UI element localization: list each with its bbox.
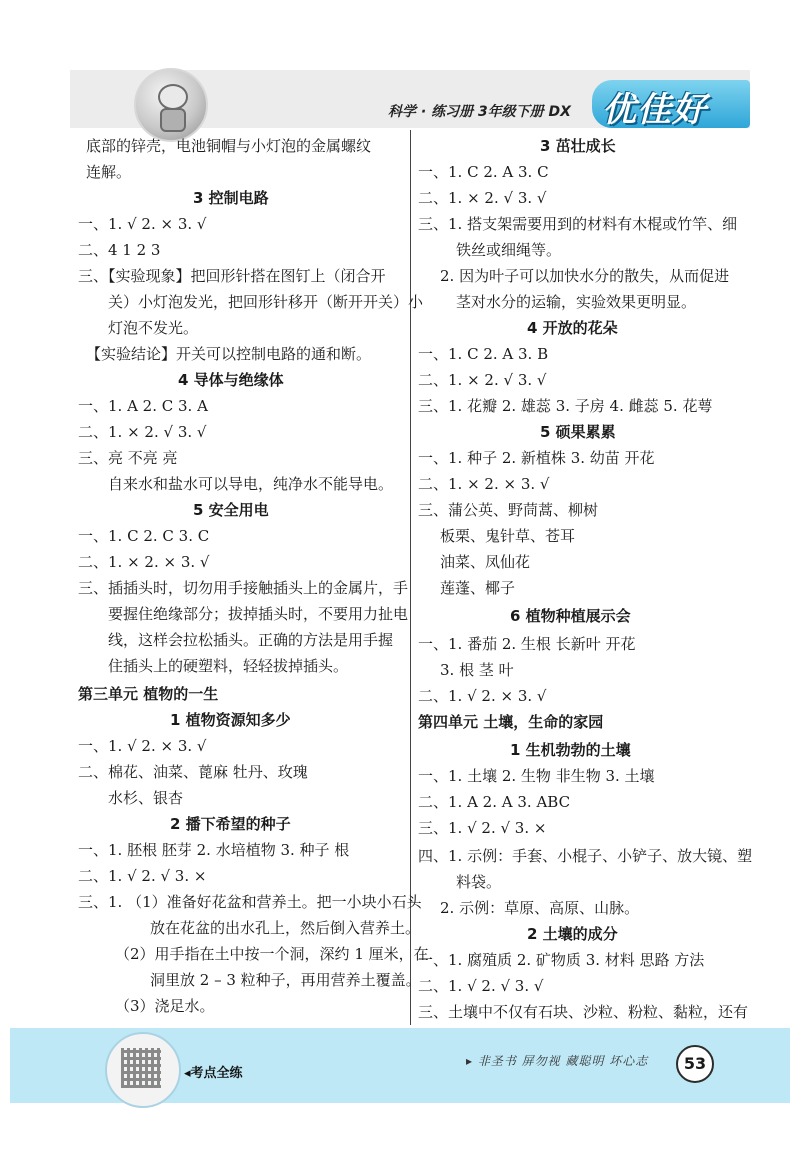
text-line: 二、4 1 2 3: [78, 241, 161, 259]
section-heading: 5 硕果累累: [540, 423, 616, 441]
text-line: 2. 因为叶子可以加快水分的散失，从而促进: [440, 267, 730, 285]
text-line: 二、1. × 2. × 3. √: [78, 553, 210, 571]
section-heading: 3 茁壮成长: [540, 137, 616, 155]
text-line: 放在花盆的出水孔上，然后倒入营养土。: [150, 919, 421, 937]
section-heading: 6 植物种植展示会: [510, 607, 631, 625]
section-heading: 2 播下希望的种子: [170, 815, 291, 833]
qr-caption: ◂考点全练: [184, 1066, 243, 1081]
robot-mascot-icon: [134, 68, 208, 142]
text-line: 灯泡不发光。: [108, 319, 199, 337]
text-line: 一、1. 腐殖质 2. 矿物质 3. 材料 思路 方法: [418, 951, 705, 969]
text-line: （3）浇足水。: [115, 997, 215, 1015]
section-heading: 4 导体与绝缘体: [178, 371, 284, 389]
text-line: 二、1. √ 2. √ 3. √: [418, 977, 544, 995]
text-line: 二、1. × 2. × 3. √: [418, 475, 550, 493]
section-heading: 1 植物资源知多少: [170, 711, 291, 729]
text-line: 一、1. 番茄 2. 生根 长新叶 开花: [418, 635, 636, 653]
unit-heading: 第三单元 植物的一生: [78, 685, 219, 703]
unit-heading: 第四单元 土壤，生命的家园: [418, 713, 604, 731]
text-line: 关）小灯泡发光，把回形针移开（断开开关）小: [108, 293, 424, 311]
text-line: 底部的锌壳，电池铜帽与小灯泡的金属螺纹: [86, 137, 372, 155]
text-line: 一、1. 胚根 胚芽 2. 水培植物 3. 种子 根: [78, 841, 350, 859]
text-line: 3. 根 茎 叶: [440, 661, 514, 679]
text-line: 连解。: [86, 163, 132, 181]
section-heading: 5 安全用电: [193, 501, 269, 519]
text-line: 一、1. 种子 2. 新植株 3. 幼苗 开花: [418, 449, 655, 467]
text-line: 三、1. （1）准备好花盆和营养土。把一小块小石头: [78, 893, 422, 911]
text-line: 线，这样会拉松插头。正确的方法是用手握: [108, 631, 394, 649]
text-line: 一、1. C 2. C 3. C: [78, 527, 210, 545]
section-heading: 1 生机勃勃的土壤: [510, 741, 631, 759]
text-line: 二、1. √ 2. × 3. √: [418, 687, 547, 705]
text-line: 四、1. 示例：手套、小棍子、小铲子、放大镜、塑: [418, 847, 753, 865]
text-line: 莲蓬、椰子: [440, 579, 516, 597]
text-line: 三、亮 不亮 亮: [78, 449, 178, 467]
section-heading: 2 土壤的成分: [527, 925, 618, 943]
text-line: 二、1. √ 2. √ 3. ×: [78, 867, 207, 885]
text-line: 2. 示例：草原、高原、山脉。: [440, 899, 640, 917]
text-line: 三、1. 花瓣 2. 雄蕊 3. 子房 4. 雌蕊 5. 花萼: [418, 397, 713, 415]
text-line: 茎对水分的运输，实验效果更明显。: [456, 293, 697, 311]
text-line: 三、【实验现象】把回形针搭在图钉上（闭合开: [78, 267, 386, 285]
text-line: 住插头上的硬塑料，轻轻拔掉插头。: [108, 657, 349, 675]
text-line: 三、1. √ 2. √ 3. ×: [418, 819, 547, 837]
text-line: 洞里放 2 – 3 粒种子，再用营养土覆盖。: [150, 971, 421, 989]
section-heading: 4 开放的花朵: [527, 319, 618, 337]
text-line: 料袋。: [456, 873, 502, 891]
qr-code-icon: [121, 1048, 161, 1088]
text-line: 一、1. √ 2. × 3. √: [78, 737, 207, 755]
page-number: 53: [676, 1045, 714, 1083]
text-line: 三、插插头时，切勿用手接触插头上的金属片，手: [78, 579, 409, 597]
text-line: 二、1. × 2. √ 3. √: [418, 189, 547, 207]
footer-slogan: ▸ 非圣书 屏勿视 藏聪明 坏心志: [466, 1054, 649, 1068]
text-line: （2）用手指在土中按一个洞，深约 1 厘米，在: [115, 945, 429, 963]
text-line: 自来水和盐水可以导电，纯净水不能导电。: [108, 475, 394, 493]
header-subject: 科学 · 练习册 3年级下册 DX: [388, 104, 571, 120]
text-line: 【实验结论】开关可以控制电路的通和断。: [86, 345, 372, 363]
text-line: 要握住绝缘部分；拔掉插头时，不要用力扯电: [108, 605, 409, 623]
text-line: 二、1. × 2. √ 3. √: [418, 371, 547, 389]
text-line: 板栗、鬼针草、苍耳: [440, 527, 576, 545]
text-line: 水杉、银杏: [108, 789, 184, 807]
section-heading: 3 控制电路: [193, 189, 269, 207]
text-line: 一、1. A 2. C 3. A: [78, 397, 208, 415]
text-line: 三、蒲公英、野茼蒿、柳树: [418, 501, 599, 519]
text-line: 油菜、凤仙花: [440, 553, 531, 571]
text-line: 三、1. 搭支架需要用到的材料有木棍或竹竿、细: [418, 215, 738, 233]
text-line: 二、1. × 2. √ 3. √: [78, 423, 207, 441]
text-line: 一、1. 土壤 2. 生物 非生物 3. 土壤: [418, 767, 655, 785]
text-line: 一、1. C 2. A 3. C: [418, 163, 549, 181]
text-line: 一、1. √ 2. × 3. √: [78, 215, 207, 233]
text-line: 铁丝或细绳等。: [456, 241, 562, 259]
text-line: 一、1. C 2. A 3. B: [418, 345, 549, 363]
text-line: 三、土壤中不仅有石块、沙粒、粉粒、黏粒，还有: [418, 1003, 749, 1021]
brand-logo: 优佳好: [602, 90, 707, 130]
text-line: 二、1. A 2. A 3. ABC: [418, 793, 571, 811]
text-line: 二、棉花、油菜、蓖麻 牡丹、玫瑰: [78, 763, 308, 781]
